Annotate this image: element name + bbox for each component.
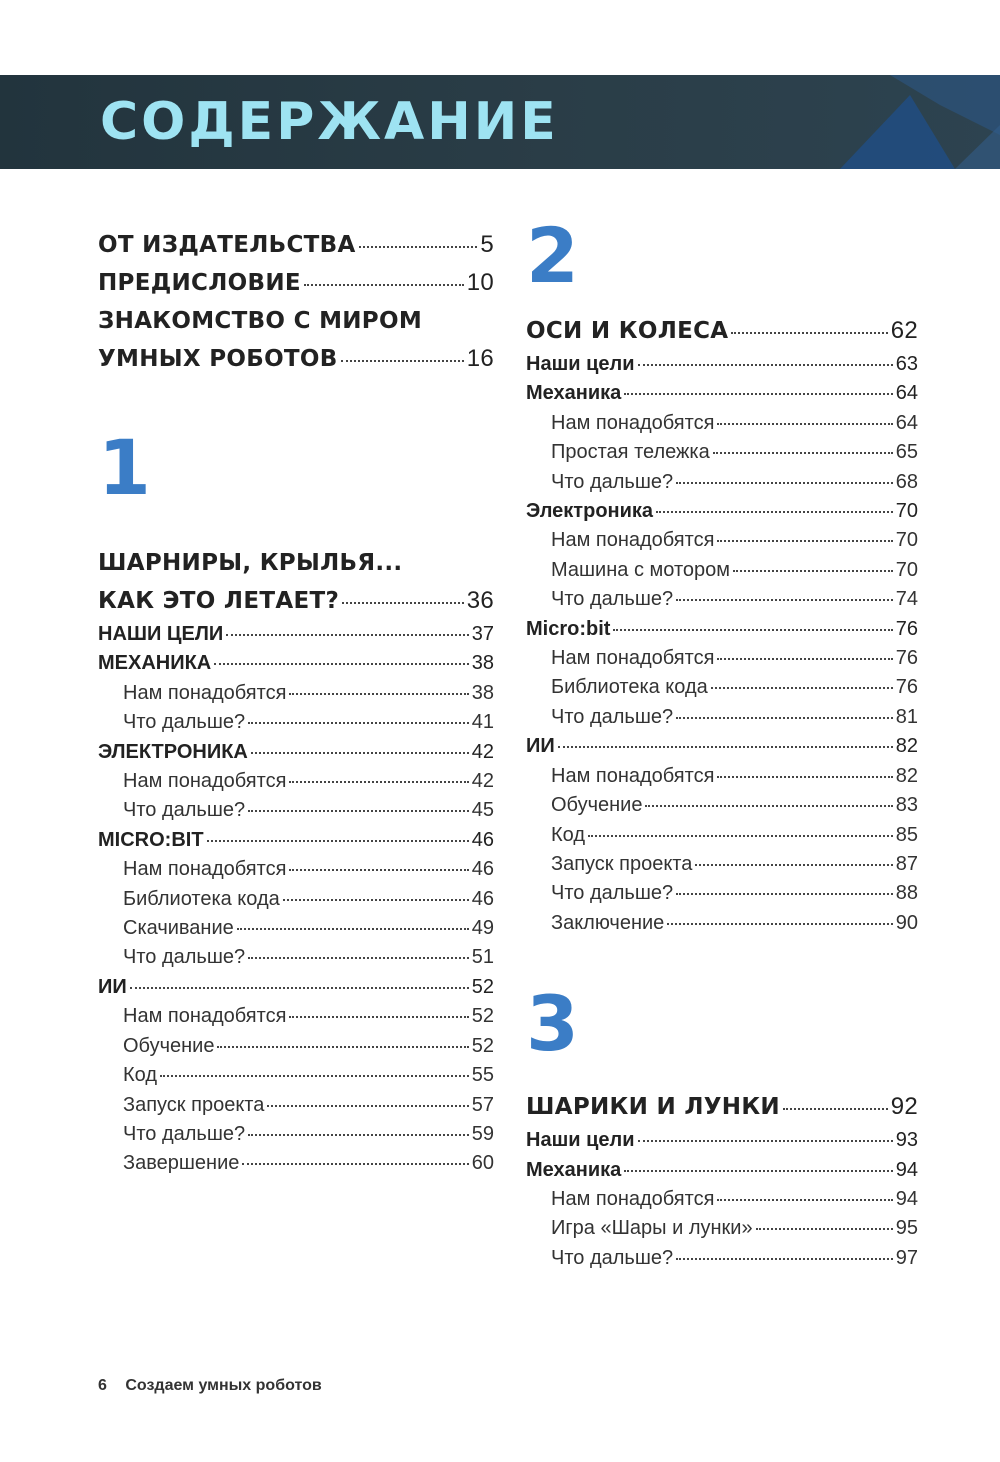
toc-section-entry[interactable] xyxy=(98,826,494,855)
leader-dots xyxy=(558,745,893,748)
toc-right-column xyxy=(526,211,918,1273)
leader-dots xyxy=(588,834,893,837)
entry-page: 70 xyxy=(895,529,918,552)
toc-subsection-entry[interactable] xyxy=(98,1149,494,1178)
toc-subsection-entry[interactable] xyxy=(526,703,918,732)
chapter-2 xyxy=(526,211,918,938)
toc-left-column xyxy=(98,226,494,1179)
toc-section-entry[interactable] xyxy=(526,379,918,408)
leader-dots xyxy=(656,510,893,513)
chapter-title-entry[interactable] xyxy=(526,312,918,350)
entry-page: 64 xyxy=(895,382,918,405)
leader-dots xyxy=(304,283,464,286)
entry-page: 63 xyxy=(895,353,918,375)
entry-page: 46 xyxy=(471,858,494,881)
entry-label: Что дальше? xyxy=(551,470,674,493)
entry-page: 70 xyxy=(895,500,918,523)
entry-page: 38 xyxy=(471,652,494,675)
header-banner xyxy=(0,75,1000,169)
leader-dots xyxy=(667,922,892,925)
leader-dots xyxy=(731,331,887,334)
entry-label: Код xyxy=(551,823,586,846)
entry-label: Нам понадобятся xyxy=(551,764,715,787)
leader-dots xyxy=(717,539,892,542)
chapter-title: КАК ЭТО ЛЕТАЕТ? xyxy=(98,588,340,614)
entry-page: 46 xyxy=(471,887,494,910)
leader-dots xyxy=(713,451,893,454)
entry-page: 95 xyxy=(895,1217,918,1240)
entry-label: Нам понадобятся xyxy=(123,1005,287,1028)
toc-subsection-entry[interactable] xyxy=(526,791,918,820)
toc-section-entry[interactable] xyxy=(526,732,918,761)
toc-subsection-entry[interactable] xyxy=(526,821,918,850)
entry-page: 52 xyxy=(471,975,494,998)
entry-page: 90 xyxy=(895,911,918,934)
entry-page: 57 xyxy=(471,1093,494,1116)
leader-dots xyxy=(289,692,468,695)
chapter-1 xyxy=(98,423,494,1179)
chapter-3 xyxy=(526,979,918,1273)
entry-page: 16 xyxy=(466,345,494,372)
leader-dots xyxy=(130,986,469,989)
leader-dots xyxy=(676,892,893,895)
chapter-title: ОСИ И КОЛЕСА xyxy=(526,318,729,344)
leader-dots xyxy=(638,363,893,366)
toc-subsection-entry[interactable] xyxy=(526,526,918,555)
leader-dots xyxy=(248,809,469,812)
chapter-entries xyxy=(98,620,494,1179)
toc-subsection-entry[interactable] xyxy=(526,1214,918,1243)
entry-label: НАШИ ЦЕЛИ xyxy=(98,623,224,645)
leader-dots xyxy=(783,1107,888,1110)
toc-subsection-entry[interactable] xyxy=(98,679,494,708)
entry-page: 76 xyxy=(895,647,918,670)
toc-section-entry[interactable] xyxy=(526,615,918,644)
leader-dots xyxy=(289,1015,468,1018)
toc-section-entry[interactable] xyxy=(98,649,494,678)
entry-label: Что дальше? xyxy=(551,588,674,611)
leader-dots xyxy=(226,633,468,636)
toc-section-entry[interactable] xyxy=(526,1126,918,1155)
entry-page: 49 xyxy=(471,917,494,940)
toc-subsection-entry[interactable] xyxy=(98,708,494,737)
leader-dots xyxy=(624,1169,892,1172)
entry-page: 62 xyxy=(890,317,918,344)
entry-label: ПРЕДИСЛОВИЕ xyxy=(98,270,301,296)
leader-dots xyxy=(283,898,469,901)
entry-page: 70 xyxy=(895,558,918,581)
entry-label: Библиотека кода xyxy=(551,676,708,699)
entry-label: Завершение xyxy=(123,1152,240,1175)
toc-subsection-entry[interactable] xyxy=(98,914,494,943)
entry-label: ЭЛЕКТРОНИКА xyxy=(98,740,248,763)
leader-dots xyxy=(717,657,892,660)
leader-dots xyxy=(711,686,893,689)
entry-page: 93 xyxy=(895,1129,918,1152)
toc-subsection-entry[interactable] xyxy=(98,1032,494,1061)
toc-subsection-entry[interactable] xyxy=(526,762,918,791)
toc-subsection-entry[interactable] xyxy=(98,796,494,825)
leader-dots xyxy=(717,775,892,778)
toc-subsection-entry[interactable] xyxy=(526,673,918,702)
entry-page: 55 xyxy=(471,1064,494,1087)
entry-label: Простая тележка xyxy=(551,441,710,464)
entry-label: Нам понадобятся xyxy=(551,411,715,434)
entry-label: Библиотека кода xyxy=(123,887,280,910)
toc-subsection-entry[interactable] xyxy=(526,468,918,497)
toc-section-entry[interactable] xyxy=(98,620,494,649)
entry-label: Запуск проекта xyxy=(551,852,693,875)
toc-section-entry[interactable] xyxy=(526,1156,918,1185)
entry-label: Запуск проекта xyxy=(123,1093,265,1116)
entry-page: 46 xyxy=(471,828,494,851)
toc-subsection-entry[interactable] xyxy=(98,1120,494,1149)
toc-subsection-entry[interactable] xyxy=(526,556,918,585)
entry-page: 83 xyxy=(895,794,918,817)
entry-page: 52 xyxy=(471,1005,494,1028)
footer-book-title: Создаем умных роботов xyxy=(125,1377,322,1394)
entry-label: Обучение xyxy=(551,794,643,817)
toc-entry[interactable] xyxy=(98,264,494,302)
entry-label: Что дальше? xyxy=(123,711,246,734)
chapter-entries xyxy=(526,1126,918,1273)
entry-label: Наши цели xyxy=(526,353,635,375)
entry-page: 42 xyxy=(471,740,494,763)
leader-dots xyxy=(289,780,468,783)
leader-dots xyxy=(733,569,893,572)
entry-label: Код xyxy=(123,1064,158,1087)
entry-label: ИИ xyxy=(526,735,555,758)
entry-page: 82 xyxy=(895,764,918,787)
leader-dots xyxy=(242,1162,468,1165)
leader-dots xyxy=(638,1139,893,1142)
entry-page: 85 xyxy=(895,823,918,846)
toc-entry[interactable] xyxy=(98,226,494,264)
leader-dots xyxy=(248,956,469,959)
entry-label: Нам понадобятся xyxy=(123,858,287,881)
entry-label: Скачивание xyxy=(123,917,234,940)
entry-page: 76 xyxy=(895,676,918,699)
page-footer xyxy=(98,1377,322,1395)
toc-subsection-entry[interactable] xyxy=(526,644,918,673)
chapter-number: 2 xyxy=(526,211,579,300)
entry-label: Игра «Шары и лунки» xyxy=(551,1217,753,1240)
entry-page: 36 xyxy=(466,587,494,614)
entry-label: Электроника xyxy=(526,500,654,523)
entry-label: Обучение xyxy=(123,1034,215,1057)
toc-section-entry[interactable] xyxy=(526,350,918,379)
toc-subsection-entry[interactable] xyxy=(526,1185,918,1214)
entry-page: 87 xyxy=(895,852,918,875)
leader-dots xyxy=(248,1133,469,1136)
entry-label: Что дальше? xyxy=(123,799,246,822)
entry-label: Нам понадобятся xyxy=(551,647,715,670)
entry-page: 81 xyxy=(895,705,918,728)
entry-page: 60 xyxy=(471,1152,494,1175)
entry-page: 65 xyxy=(895,441,918,464)
toc-section-entry[interactable] xyxy=(526,497,918,526)
entry-label: Micro:bit xyxy=(526,617,611,640)
leader-dots xyxy=(676,716,893,719)
leader-dots xyxy=(341,359,464,362)
leader-dots xyxy=(359,245,478,248)
toc-subsection-entry[interactable] xyxy=(98,1002,494,1031)
entry-label: Что дальше? xyxy=(551,705,674,728)
banner-decoration xyxy=(780,75,1000,169)
chapter-number: 1 xyxy=(98,423,151,512)
toc-section-entry[interactable] xyxy=(98,973,494,1002)
chapter-title-line1: ШАРНИРЫ, КРЫЛЬЯ... xyxy=(98,550,403,576)
entry-page: 5 xyxy=(480,231,494,258)
entry-page: 38 xyxy=(471,681,494,704)
entry-label: Что дальше? xyxy=(551,1246,674,1269)
toc-subsection-entry[interactable] xyxy=(98,885,494,914)
leader-dots xyxy=(756,1227,893,1230)
leader-dots xyxy=(613,628,892,631)
chapter-number: 3 xyxy=(526,979,579,1069)
entry-label: Что дальше? xyxy=(551,882,674,905)
leader-dots xyxy=(624,392,892,395)
entry-page: 64 xyxy=(895,411,918,434)
leader-dots xyxy=(214,662,468,665)
toc-subsection-entry[interactable] xyxy=(526,879,918,908)
entry-page: 82 xyxy=(895,735,918,758)
page-title: СОДЕРЖАНИЕ xyxy=(100,92,559,152)
entry-label: Нам понадобятся xyxy=(123,681,287,704)
entry-page: 92 xyxy=(890,1093,918,1121)
entry-label: Механика xyxy=(526,1158,622,1181)
toc-subsection-entry[interactable] xyxy=(98,855,494,884)
chapter-title-entry[interactable] xyxy=(98,544,494,620)
leader-dots xyxy=(676,481,893,484)
toc-subsection-entry[interactable] xyxy=(526,850,918,879)
entry-label: Заключение xyxy=(551,911,665,934)
leader-dots xyxy=(207,839,469,842)
entry-label: Нам понадобятся xyxy=(123,770,287,793)
entry-page: 74 xyxy=(895,588,918,611)
leader-dots xyxy=(160,1074,469,1077)
entry-page: 59 xyxy=(471,1122,494,1145)
entry-label: ИИ xyxy=(98,975,127,998)
leader-dots xyxy=(237,927,469,930)
leader-dots xyxy=(645,804,892,807)
leader-dots xyxy=(217,1045,468,1048)
entry-page: 52 xyxy=(471,1034,494,1057)
entry-label: УМНЫХ РОБОТОВ xyxy=(98,346,338,372)
entry-label: Наши цели xyxy=(526,1129,635,1152)
entry-page: 88 xyxy=(895,882,918,905)
toc-subsection-entry[interactable] xyxy=(526,585,918,614)
leader-dots xyxy=(717,1198,892,1201)
entry-label: Машина с мотором xyxy=(551,558,730,581)
leader-dots xyxy=(717,422,892,425)
chapter-title: ШАРИКИ И ЛУНКИ xyxy=(526,1094,780,1121)
toc-subsection-entry[interactable] xyxy=(526,438,918,467)
entry-page: 76 xyxy=(895,617,918,640)
toc-subsection-entry[interactable] xyxy=(98,943,494,972)
entry-label: Нам понадобятся xyxy=(551,529,715,552)
toc-subsection-entry[interactable] xyxy=(526,1244,918,1273)
entry-page: 37 xyxy=(471,623,494,645)
entry-label: Нам понадобятся xyxy=(551,1187,715,1210)
chapter-entries xyxy=(526,350,918,938)
leader-dots xyxy=(248,721,469,724)
leader-dots xyxy=(289,868,468,871)
toc-subsection-entry[interactable] xyxy=(98,1091,494,1120)
leader-dots xyxy=(695,863,892,866)
entry-label: МЕХАНИКА xyxy=(98,652,212,675)
front-matter xyxy=(98,226,494,378)
entry-page: 42 xyxy=(471,770,494,793)
entry-page: 94 xyxy=(895,1158,918,1181)
toc-section-entry[interactable] xyxy=(98,738,494,767)
entry-label-line1: ЗНАКОМСТВО С МИРОМ xyxy=(98,308,423,334)
entry-page: 51 xyxy=(471,946,494,969)
toc-subsection-entry[interactable] xyxy=(526,909,918,938)
footer-page-number: 6 xyxy=(98,1377,107,1394)
entry-label: Что дальше? xyxy=(123,946,246,969)
entry-page: 41 xyxy=(471,711,494,734)
leader-dots xyxy=(676,1257,893,1260)
entry-label: MICRO:BIT xyxy=(98,828,204,851)
entry-page: 45 xyxy=(471,799,494,822)
entry-label: Механика xyxy=(526,382,622,405)
entry-label: Что дальше? xyxy=(123,1122,246,1145)
entry-page: 97 xyxy=(895,1246,918,1269)
leader-dots xyxy=(267,1104,468,1107)
entry-page: 94 xyxy=(895,1187,918,1210)
toc-subsection-entry[interactable] xyxy=(98,1061,494,1090)
entry-page: 68 xyxy=(895,470,918,493)
leader-dots xyxy=(676,598,893,601)
toc-subsection-entry[interactable] xyxy=(98,767,494,796)
entry-page: 10 xyxy=(466,269,494,296)
toc-subsection-entry[interactable] xyxy=(526,409,918,438)
chapter-title-entry[interactable] xyxy=(526,1088,918,1126)
leader-dots xyxy=(251,751,469,754)
toc-entry[interactable] xyxy=(98,302,494,378)
entry-label: ОТ ИЗДАТЕЛЬСТВА xyxy=(98,232,356,258)
leader-dots xyxy=(342,601,464,604)
